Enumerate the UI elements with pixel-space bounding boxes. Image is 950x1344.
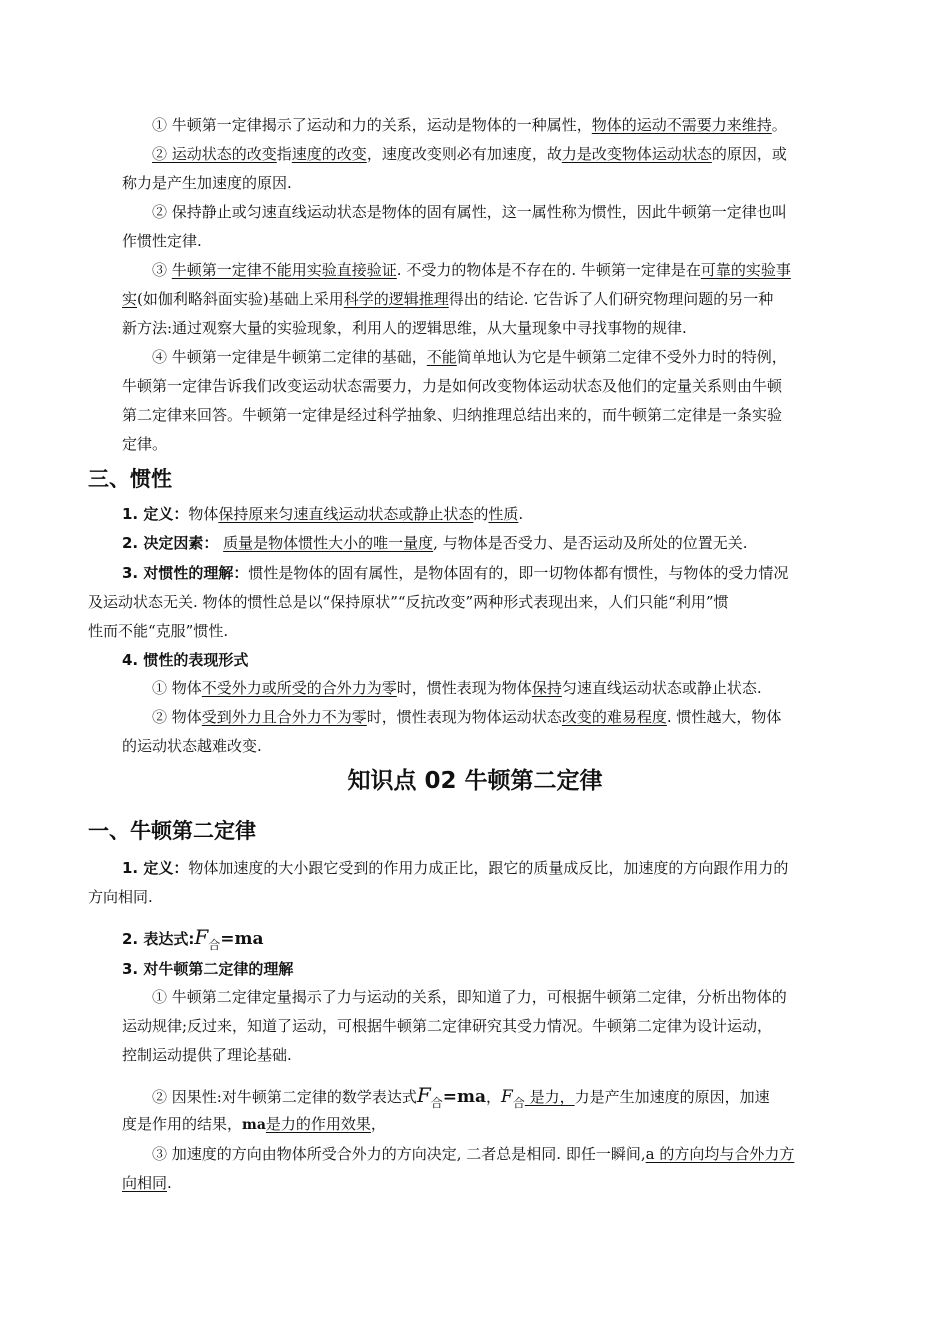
text: 惯性是物体的固有属性，是物体固有的，即一切物体都有惯性，与物体的受力情况 [248,564,789,582]
formula-F: F [501,1087,513,1107]
underlined-text: 实 [122,290,138,308]
text: 时，惯性表现为物体运动状态 [366,708,562,726]
paragraph-line: 及运动状态无关. 物体的惯性总是以“保持原状”“反抗改变”两种形式表现出来，人们只能“利用”惯 [88,593,729,611]
paragraph-line [122,288,773,312]
underlined-text: 速度的改变 [291,145,367,163]
text: . [518,505,524,523]
formula [416,1083,486,1110]
underlined-text: 是力的作用效果 [265,1115,371,1133]
text: 物体 [188,505,219,523]
paragraph-line: 定律。 [122,435,168,453]
underlined-text: 力是改变物体运动状态 [561,145,712,163]
section-heading-second-law: 一、牛顿第二定律 [88,819,256,843]
text: 得出的结论. 它告诉了人们研究物理问题的另一种 [448,290,774,308]
underlined-text: 牛顿第一定律不能用实验直接验证 [171,261,397,279]
text: 指 [276,145,292,163]
paragraph-line: 的运动状态越难改变. [122,737,262,755]
paragraph-experiment [152,259,791,283]
formula-equals: = [220,929,235,949]
knowledge-point-title: 知识点 02 牛顿第二定律 [347,768,603,794]
underlined-text: a 的方向均与合外力方 [645,1145,795,1163]
second-law-understanding-label: 3. 对牛顿第二定律的理解 [122,960,294,978]
inertia-factor [122,532,747,556]
text: ① 物体 [152,679,202,697]
text: ④ 牛顿第一定律是牛顿第二定律的基础， [152,348,427,366]
text: ② 因果性:对牛顿第二定律的数学表达式 [152,1088,417,1106]
label: 2. 决定因素： [122,534,219,552]
underlined-text: 不受外力或所受的合外力为零 [201,679,397,697]
underlined-text: 不能 [426,348,457,366]
text: 。 [771,116,787,134]
text: 简单地认为它是牛顿第二定律不受外力时的特例， [456,348,787,366]
text: ② 物体 [152,708,202,726]
underlined-text: 物体的运动不需要力来维持 [591,116,772,134]
formula [501,1087,525,1110]
label: 3. 对惯性的理解： [122,564,249,582]
formula-ma: ma [456,1087,486,1107]
underlined-text: 性质 [488,505,519,523]
section-heading-inertia: 三、惯性 [88,467,172,491]
text: 时，惯性表现为物体 [396,679,532,697]
text: ① 牛顿第一定律揭示了运动和力的关系，运动是物体的一种属性， [152,116,592,134]
paragraph-line [122,1113,386,1138]
label: 1. 定义： [122,859,189,877]
paragraph-motion-state-change [152,143,787,167]
paragraph-line: 控制运动提供了理论基础. [122,1046,292,1064]
text: 的 [473,505,489,523]
underlined-text: 向相同 [122,1174,168,1192]
inertia-forms-label: 4. 惯性的表现形式 [122,651,249,669]
paragraph-line: 新方法:通过观察大量的实验现象，利用人的逻辑思维，从大量现象中寻找事物的规律. [122,319,687,337]
paragraph-line: 第二定律来回答。牛顿第一定律是经过科学抽象、归纳推理总结出来的，而牛顿第二定律是一条实验 [122,406,783,424]
second-law-expression [122,926,264,953]
paragraph-line: 牛顿第一定律告诉我们改变运动状态需要力，力是如何改变物体运动状态及他们的定量关系则由牛顿 [122,377,783,395]
paragraph-inertia-law: ② 保持静止或匀速直线运动状态是物体的固有属性，这一属性称为惯性，因此牛顿第一定律也叫 [152,203,787,221]
formula-F: F [194,925,209,949]
paragraph-line: 运动规律;反过来，知道了运动，可根据牛顿第二定律研究其受力情况。牛顿第二定律为设计运动， [122,1017,773,1035]
paragraph-second-law-quantitative: ① 牛顿第二定律定量揭示了力与运动的关系，即知道了力，可根据牛顿第二定律，分析出物体的 [152,988,787,1006]
underlined-text: 科学的逻辑推理 [343,290,449,308]
underlined-text: 可靠的实验事 [700,261,791,279]
text: 匀速直线运动状态或静止状态. [561,679,762,697]
paragraph-line: 性而不能“克服”惯性. [88,622,229,640]
inertia-definition [122,503,523,527]
formula-subscript: 合 [512,1096,525,1110]
underlined-text: 质量是物体惯性大小的唯一量度 [223,534,434,552]
text: ，速度改变则必有加速度，故 [366,145,562,163]
inertia-understanding [122,562,788,586]
text: ， [370,1115,386,1133]
formula-ma: ma [242,1117,266,1133]
text: . 惯性越大，物体 [666,708,782,726]
paragraph-causality [152,1084,770,1111]
text: . 不受力的物体是不存在的. 牛顿第一定律是在 [396,261,701,279]
formula-F: F [416,1083,431,1107]
underlined-text: 改变的难易程度 [561,708,667,726]
formula-subscript: 合 [208,938,221,952]
text: 物体加速度的大小跟它受到的作用力成正比，跟它的质量成反比，加速度的方向跟作用力的 [188,859,789,877]
text: 力是产生加速度的原因，加速 [574,1088,770,1106]
paragraph-line [122,1172,172,1196]
inertia-form-2 [152,706,781,730]
paragraph-first-second-law [152,346,787,370]
paragraph-direction [152,1143,794,1167]
paragraph-line: 作惯性定律. [122,232,202,250]
underlined-text: 是力， [524,1088,575,1106]
paragraph-line: 称力是产生加速度的原因. [122,174,292,192]
underlined-text: 保持原来匀速直线运动状态或静止状态 [218,505,474,523]
text: ③ [152,261,172,279]
second-law-definition [122,857,788,881]
text: , 与物体是否受力、是否运动及所处的位置无关. [433,534,748,552]
paragraph-first-law-relation [152,114,787,138]
inertia-form-1 [152,677,762,701]
text: ， [486,1088,502,1106]
underlined-text: ② 运动状态的改变 [152,145,277,163]
label: 2. 表达式: [122,930,195,948]
underlined-text: 受到外力且合外力不为零 [201,708,367,726]
formula-subscript: 合 [430,1096,443,1110]
formula [194,925,264,952]
text: . [167,1174,172,1192]
text: 的原因，或 [711,145,787,163]
label: 1. 定义： [122,505,189,523]
formula-equals: = [442,1087,457,1107]
text: 度是作用的结果， [122,1115,243,1133]
text: ③ 加速度的方向由物体所受合外力的方向决定, 二者总是相同. 即任一瞬间, [152,1145,646,1163]
text: (如伽利略斜面实验)基础上采用 [137,290,344,308]
formula-ma: ma [234,929,264,949]
paragraph-line: 方向相同. [88,888,153,906]
underlined-text: 保持 [531,679,562,697]
